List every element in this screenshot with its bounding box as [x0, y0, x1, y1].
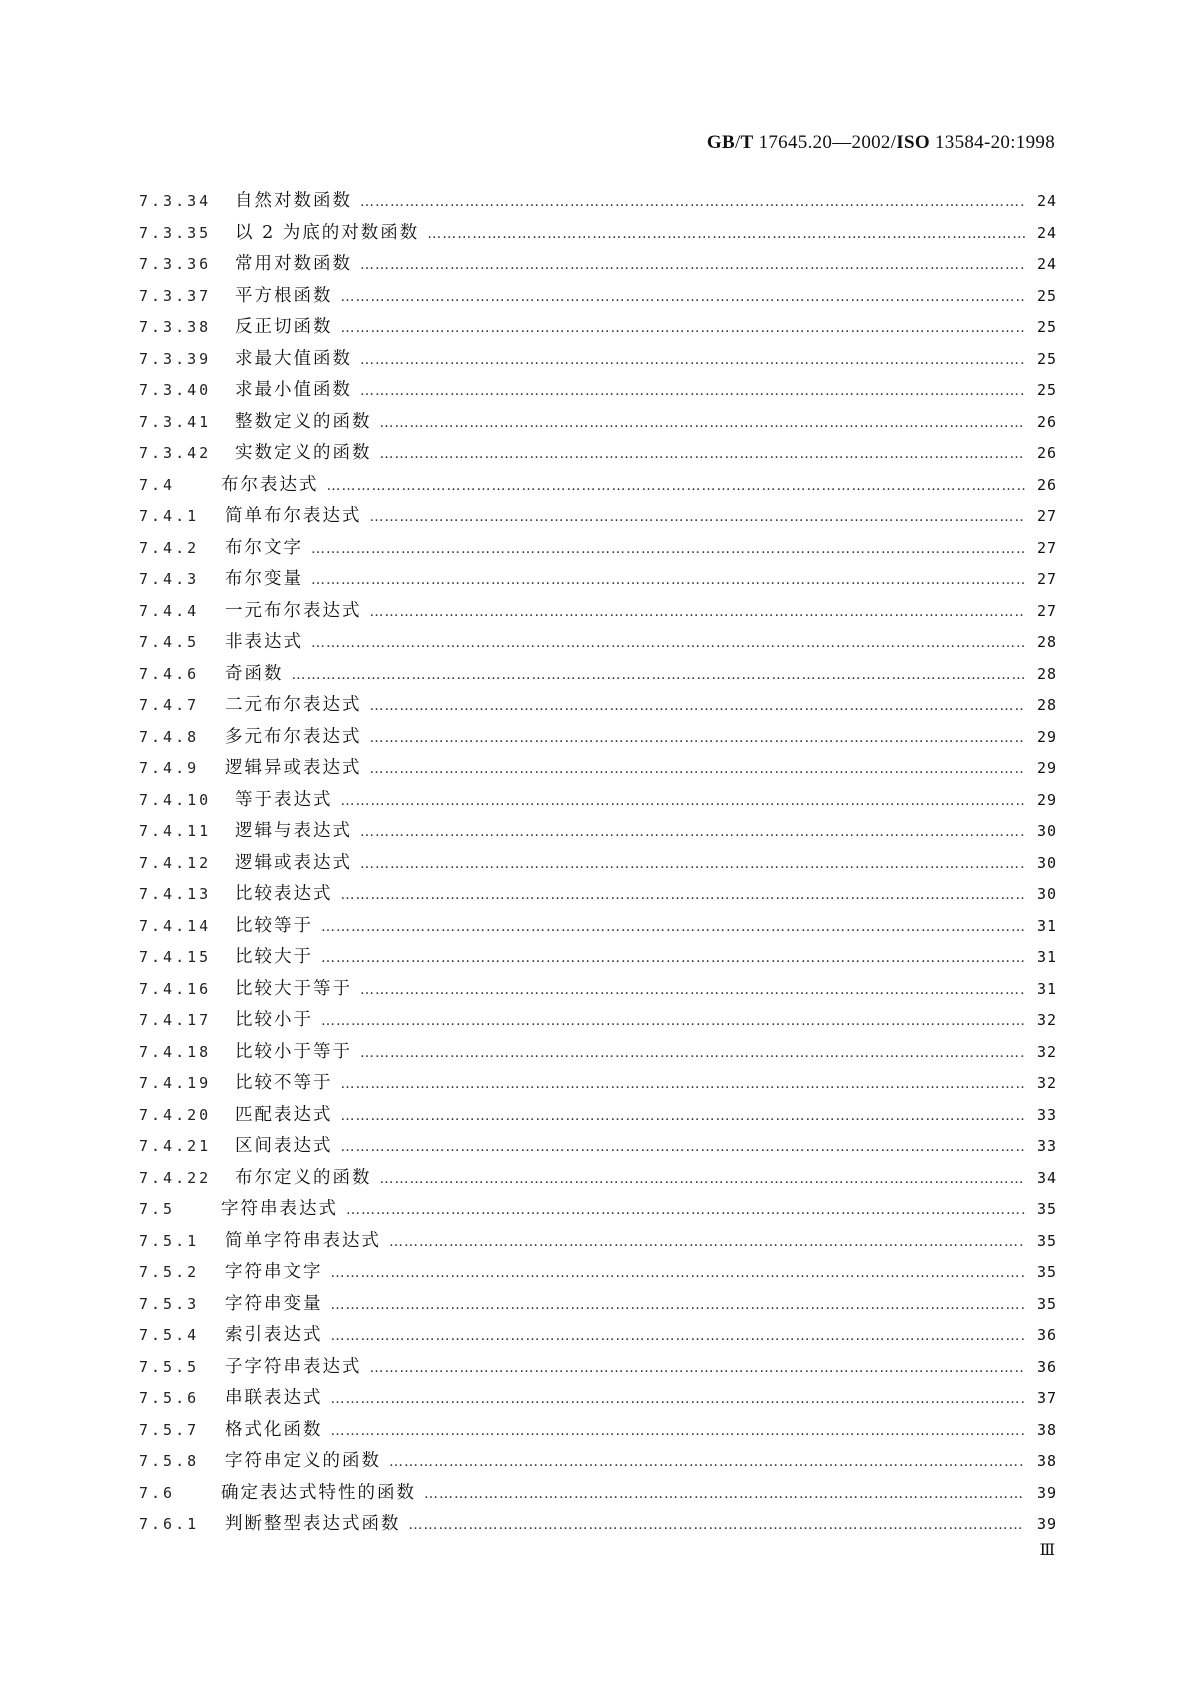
toc-entry-number: 7.3.39 [139, 349, 212, 368]
toc-entry-page: 33 [1036, 1105, 1057, 1124]
toc-entry[interactable] [139, 186, 1057, 218]
toc-entry-number: 7.5.3 [139, 1294, 200, 1313]
toc-entry-title: 等于表达式 [235, 789, 333, 810]
header-iso-number: 13584-20:1998 [929, 132, 1055, 153]
toc-entry-title: 逻辑异或表达式 [225, 758, 362, 778]
toc-entry-title: 比较大于 [235, 947, 313, 967]
toc-entry-page: 27 [1036, 570, 1057, 588]
toc-entry-page: 38 [1036, 1420, 1057, 1439]
toc-entry[interactable] [139, 1100, 1057, 1132]
toc-dot-leader [370, 597, 1026, 629]
toc-entry-number: 7.6 [139, 1483, 176, 1502]
toc-entry-number: 7.4.6 [139, 664, 200, 683]
toc-entry-title: 比较小于等于 [235, 1041, 352, 1062]
toc-entry[interactable] [139, 974, 1057, 1006]
toc-dot-leader [331, 1290, 1026, 1322]
toc-dot-leader [370, 1353, 1026, 1385]
toc-entry-number: 7.5.1 [139, 1231, 200, 1250]
toc-entry-title: 一元布尔表达式 [225, 600, 362, 621]
header-iso: ISO [896, 132, 930, 153]
toc-entry[interactable] [139, 1037, 1057, 1069]
toc-entry[interactable] [139, 1383, 1057, 1415]
toc-entry-title: 字符串表达式 [221, 1199, 338, 1219]
toc-entry-page: 32 [1036, 1011, 1057, 1029]
toc-dot-leader [341, 786, 1026, 818]
toc-entry[interactable] [139, 1478, 1057, 1510]
toc-entry-page: 25 [1036, 286, 1057, 305]
toc-entry-page: 29 [1036, 790, 1057, 809]
toc-entry-number: 7.6.1 [139, 1515, 200, 1533]
toc-entry-title: 区间表达式 [235, 1136, 333, 1156]
toc-entry-page: 25 [1036, 318, 1057, 336]
toc-entry-page: 25 [1036, 349, 1057, 368]
toc-entry-page: 39 [1036, 1483, 1057, 1502]
toc-entry-title: 子字符串表达式 [225, 1356, 362, 1377]
toc-entry[interactable] [139, 1005, 1057, 1037]
toc-dot-leader [292, 660, 1026, 692]
toc-entry-title: 求最小值函数 [235, 380, 352, 400]
toc-entry[interactable] [139, 879, 1057, 911]
toc-entry[interactable] [139, 501, 1057, 533]
toc-dot-leader [331, 1258, 1026, 1290]
toc-dot-leader [380, 408, 1026, 440]
toc-entry-page: 29 [1036, 759, 1057, 777]
toc-entry-number: 7.5.7 [139, 1420, 200, 1439]
toc-entry-number: 7.5 [139, 1200, 176, 1218]
toc-entry-title: 逻辑或表达式 [235, 852, 352, 873]
toc-entry-page: 27 [1036, 538, 1057, 557]
toc-entry-number: 7.4.20 [139, 1105, 212, 1124]
document-header [707, 132, 1055, 154]
toc-entry-page: 36 [1036, 1357, 1057, 1376]
toc-entry-page: 30 [1036, 822, 1057, 840]
toc-entry-number: 7.4.11 [139, 822, 212, 840]
toc-entry-page: 31 [1036, 979, 1057, 998]
toc-entry-page: 24 [1036, 255, 1057, 273]
toc-entry-number: 7.4.7 [139, 696, 200, 714]
toc-entry-title: 二元布尔表达式 [225, 695, 362, 715]
toc-entry-page: 28 [1036, 633, 1057, 651]
toc-dot-leader [370, 502, 1026, 534]
toc-entry[interactable] [139, 753, 1057, 785]
toc-dot-leader [321, 1006, 1025, 1038]
toc-entry-title: 布尔文字 [225, 537, 303, 558]
toc-entry-page: 27 [1036, 601, 1057, 620]
toc-dot-leader [311, 534, 1025, 566]
toc-entry-number: 7.4.10 [139, 790, 212, 809]
toc-entry-number: 7.5.2 [139, 1263, 200, 1281]
toc-entry[interactable] [139, 312, 1057, 344]
toc-entry-page: 35 [1036, 1294, 1057, 1313]
toc-entry-number: 7.4.4 [139, 601, 200, 620]
toc-entry-title: 比较小于 [235, 1010, 313, 1030]
toc-entry-page: 28 [1036, 664, 1057, 683]
toc-entry-number: 7.3.35 [139, 223, 212, 242]
toc-entry[interactable] [139, 218, 1057, 250]
toc-entry[interactable] [139, 659, 1057, 691]
toc-entry-title: 自然对数函数 [235, 191, 352, 211]
toc-entry[interactable] [139, 564, 1057, 596]
toc-entry-number: 7.4.12 [139, 853, 212, 872]
toc-dot-leader [341, 1101, 1026, 1133]
header-gb: GB [706, 132, 735, 153]
toc-entry-title: 简单布尔表达式 [225, 506, 362, 526]
toc-entry[interactable] [139, 785, 1057, 817]
toc-entry[interactable] [139, 1352, 1057, 1384]
toc-entry[interactable] [139, 249, 1057, 281]
toc-entry-title: 布尔表达式 [221, 474, 319, 495]
toc-dot-leader [389, 1227, 1025, 1259]
toc-dot-leader [360, 345, 1025, 377]
toc-entry-title: 常用对数函数 [235, 254, 352, 274]
toc-entry-number: 7.3.34 [139, 192, 212, 210]
toc-entry-number: 7.4.2 [139, 538, 200, 557]
toc-entry-number: 7.3.36 [139, 255, 212, 273]
toc-entry[interactable] [139, 1320, 1057, 1352]
toc-entry[interactable] [139, 533, 1057, 565]
toc-entry[interactable] [139, 596, 1057, 628]
toc-entry[interactable] [139, 438, 1057, 470]
toc-entry-number: 7.4.22 [139, 1168, 212, 1187]
toc-entry-title: 串联表达式 [225, 1388, 323, 1408]
toc-entry-title: 字符串文字 [225, 1262, 323, 1282]
toc-entry-number: 7.4.15 [139, 948, 212, 966]
toc-entry-number: 7.4.14 [139, 916, 212, 935]
toc-entry-page: 37 [1036, 1389, 1057, 1407]
toc-dot-leader [380, 439, 1026, 471]
toc-dot-leader [321, 943, 1025, 975]
toc-dot-leader [331, 1416, 1026, 1448]
toc-entry-title: 确定表达式特性的函数 [221, 1482, 416, 1503]
header-standard-number: 17645.20—2002/ [753, 132, 897, 153]
table-of-contents [139, 186, 1057, 1541]
toc-entry[interactable] [139, 722, 1057, 754]
toc-entry-number: 7.5.8 [139, 1452, 200, 1470]
toc-entry-number: 7.3.40 [139, 381, 212, 399]
toc-entry-page: 25 [1036, 381, 1057, 399]
toc-entry-number: 7.4.9 [139, 759, 200, 777]
toc-dot-leader [389, 1447, 1025, 1479]
toc-entry-page: 26 [1036, 412, 1057, 431]
toc-entry[interactable] [139, 816, 1057, 848]
toc-dot-leader [311, 565, 1025, 597]
toc-entry[interactable] [139, 627, 1057, 659]
toc-dot-leader [370, 723, 1026, 755]
toc-entry-title: 索引表达式 [225, 1325, 323, 1345]
toc-dot-leader [311, 628, 1025, 660]
toc-entry[interactable] [139, 1257, 1057, 1289]
toc-entry[interactable] [139, 470, 1057, 502]
toc-entry[interactable] [139, 690, 1057, 722]
toc-entry-page: 29 [1036, 727, 1057, 746]
toc-entry[interactable] [139, 848, 1057, 880]
toc-entry-page: 34 [1036, 1168, 1057, 1187]
toc-entry-page: 39 [1036, 1515, 1057, 1533]
toc-entry-number: 7.4.13 [139, 885, 212, 903]
toc-dot-leader [427, 219, 1025, 251]
toc-entry-number: 7.5.4 [139, 1326, 200, 1344]
toc-entry-page: 38 [1036, 1452, 1057, 1470]
toc-entry-page: 35 [1036, 1263, 1057, 1281]
toc-entry-title: 格式化函数 [225, 1419, 323, 1440]
toc-entry-page: 32 [1036, 1042, 1057, 1061]
toc-entry-page: 35 [1036, 1231, 1057, 1250]
toc-dot-leader [360, 376, 1025, 408]
toc-dot-leader [424, 1479, 1025, 1511]
toc-entry[interactable] [139, 1415, 1057, 1447]
toc-entry-number: 7.4.18 [139, 1042, 212, 1061]
toc-entry-page: 36 [1036, 1326, 1057, 1344]
toc-entry-page: 33 [1036, 1137, 1057, 1155]
toc-entry-number: 7.5.6 [139, 1389, 200, 1407]
toc-entry-title: 求最大值函数 [235, 348, 352, 369]
toc-entry-title: 匹配表达式 [235, 1104, 333, 1125]
toc-dot-leader [341, 1132, 1026, 1164]
toc-dot-leader [341, 282, 1026, 314]
toc-dot-leader [321, 912, 1025, 944]
toc-entry-page: 24 [1036, 192, 1057, 210]
toc-entry-number: 7.4.19 [139, 1074, 212, 1092]
toc-entry-number: 7.3.41 [139, 412, 212, 431]
toc-dot-leader [360, 849, 1025, 881]
toc-entry-title: 字符串变量 [225, 1293, 323, 1314]
toc-entry[interactable] [139, 1226, 1057, 1258]
toc-entry[interactable] [139, 407, 1057, 439]
toc-entry-title: 布尔变量 [225, 569, 303, 589]
toc-entry-number: 7.4.16 [139, 979, 212, 998]
toc-entry-number: 7.5.5 [139, 1357, 200, 1376]
toc-entry[interactable] [139, 375, 1057, 407]
page-number: Ⅲ [1039, 1542, 1055, 1559]
toc-dot-leader [331, 1384, 1026, 1416]
toc-entry-page: 24 [1036, 223, 1057, 242]
toc-dot-leader [360, 250, 1025, 282]
toc-entry-page: 27 [1036, 507, 1057, 525]
toc-dot-leader [327, 471, 1026, 503]
toc-dot-leader [380, 1164, 1026, 1196]
header-slash: / [734, 132, 741, 153]
toc-dot-leader [370, 754, 1026, 786]
toc-entry[interactable] [139, 281, 1057, 313]
toc-entry-title: 简单字符串表达式 [225, 1230, 381, 1251]
toc-entry[interactable] [139, 942, 1057, 974]
toc-entry-page: 35 [1036, 1200, 1057, 1218]
toc-dot-leader [360, 817, 1025, 849]
toc-dot-leader [370, 691, 1026, 723]
toc-entry-page: 30 [1036, 853, 1057, 872]
toc-entry[interactable] [139, 1194, 1057, 1226]
toc-entry[interactable] [139, 1068, 1057, 1100]
toc-entry-number: 7.4.5 [139, 633, 200, 651]
toc-entry-page: 32 [1036, 1074, 1057, 1092]
toc-entry-page: 28 [1036, 696, 1057, 714]
toc-entry-title: 非表达式 [225, 632, 303, 652]
toc-entry-title: 判断整型表达式函数 [225, 1514, 401, 1534]
toc-dot-leader [360, 975, 1025, 1007]
toc-dot-leader [346, 1195, 1025, 1227]
toc-dot-leader [341, 1069, 1026, 1101]
toc-entry-page: 26 [1036, 475, 1057, 494]
toc-entry[interactable] [139, 1163, 1057, 1195]
header-t: T [740, 132, 754, 153]
toc-entry-number: 7.4.17 [139, 1011, 212, 1029]
toc-entry-title: 平方根函数 [235, 285, 333, 306]
toc-entry-title: 字符串定义的函数 [225, 1451, 381, 1471]
toc-entry-number: 7.3.42 [139, 444, 212, 462]
toc-dot-leader [360, 187, 1025, 219]
toc-entry-number: 7.4.8 [139, 727, 200, 746]
toc-entry-number: 7.3.38 [139, 318, 212, 336]
toc-entry-title: 比较等于 [235, 915, 313, 936]
toc-entry-page: 31 [1036, 916, 1057, 935]
toc-entry[interactable] [139, 911, 1057, 943]
toc-entry-title: 布尔定义的函数 [235, 1167, 372, 1188]
toc-entry-title: 多元布尔表达式 [225, 726, 362, 747]
toc-entry-title: 反正切函数 [235, 317, 333, 337]
toc-entry-number: 7.4.3 [139, 570, 200, 588]
toc-entry-title: 整数定义的函数 [235, 411, 372, 432]
toc-entry-page: 30 [1036, 885, 1057, 903]
toc-entry-title: 以 2 为底的对数函数 [235, 222, 420, 243]
toc-entry-number: 7.3.37 [139, 286, 212, 305]
toc-dot-leader [331, 1321, 1026, 1353]
toc-dot-leader [341, 313, 1026, 345]
toc-entry-page: 31 [1036, 948, 1057, 966]
toc-entry-title: 逻辑与表达式 [235, 821, 352, 841]
toc-entry[interactable] [139, 1446, 1057, 1478]
toc-entry-title: 比较不等于 [235, 1073, 333, 1093]
toc-entry-title: 实数定义的函数 [235, 443, 372, 463]
toc-entry-number: 7.4.21 [139, 1137, 212, 1155]
toc-dot-leader [341, 880, 1026, 912]
toc-entry-title: 奇函数 [225, 663, 284, 684]
toc-entry-number: 7.4.1 [139, 507, 200, 525]
toc-entry[interactable] [139, 344, 1057, 376]
toc-entry[interactable] [139, 1509, 1057, 1541]
toc-entry-title: 比较大于等于 [235, 978, 352, 999]
toc-entry-number: 7.4 [139, 475, 176, 494]
toc-dot-leader [409, 1510, 1026, 1542]
toc-entry-page: 26 [1036, 444, 1057, 462]
toc-entry[interactable] [139, 1131, 1057, 1163]
toc-dot-leader [360, 1038, 1025, 1070]
toc-entry-title: 比较表达式 [235, 884, 333, 904]
toc-entry[interactable] [139, 1289, 1057, 1321]
